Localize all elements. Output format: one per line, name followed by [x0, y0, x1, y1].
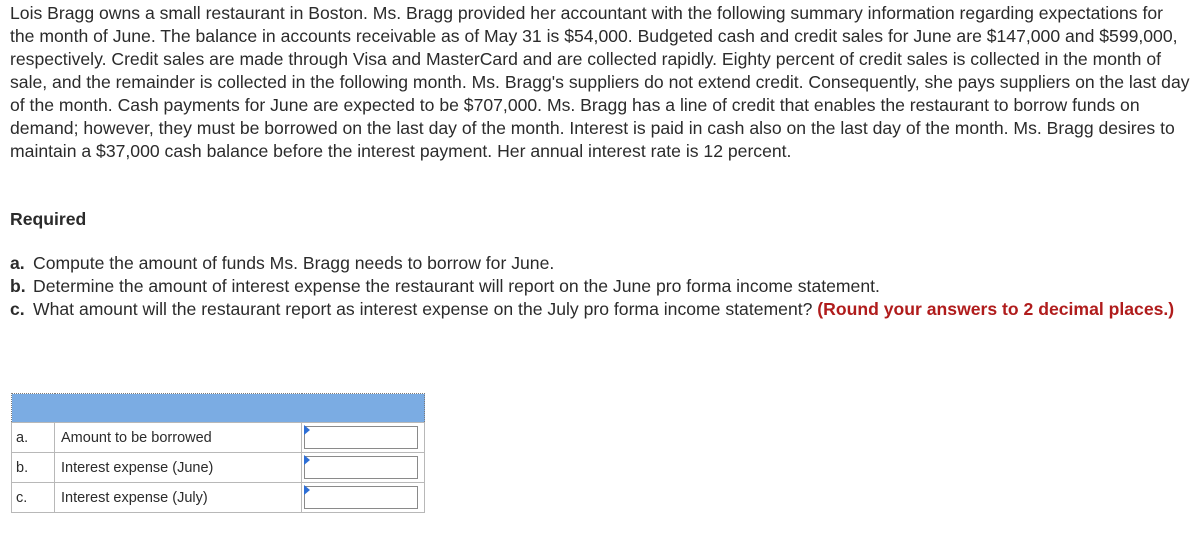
question-a — [10, 252, 1192, 275]
question-text: Compute the amount of funds Ms. Bragg needs to borrow for June. — [33, 253, 555, 273]
row-letter: b. — [12, 453, 55, 483]
question-text: Determine the amount of interest expense the restaurant will report on the June pro forma income statement. — [33, 276, 880, 296]
input-marker-icon — [304, 425, 310, 435]
row-label: Amount to be borrowed — [55, 423, 302, 453]
question-b — [10, 275, 1192, 298]
question-letter: b. — [10, 276, 26, 296]
answer-table-header-cell — [12, 394, 425, 423]
input-marker-icon — [304, 485, 310, 495]
required-heading: Required — [10, 209, 87, 229]
input-marker-icon — [304, 455, 310, 465]
answer-cell — [302, 483, 425, 513]
rounding-instruction: (Round your answers to 2 decimal places.) — [817, 299, 1175, 319]
row-letter: a. — [12, 423, 55, 453]
interest-june-input[interactable] — [304, 456, 418, 479]
question-text-wrapper — [33, 298, 1192, 321]
answer-table — [11, 393, 425, 513]
question-list — [10, 252, 1192, 321]
question-letter: c. — [10, 299, 25, 319]
problem-paragraph: Lois Bragg owns a small restaurant in Boston. Ms. Bragg provided her accountant with the following summary information regarding expectations for the month of June. The balance in accounts receivable as of May 31 is $54,000. Budgeted cash and credit sales for June are $147,000 and $599,000, respectively. Credit sales are made through Visa and MasterCard and are collected rapidly. Eighty percent of credit sales is collected in the month of sale, and the remainder is collected in the following month. Ms. Bragg's suppliers do not extend credit. Consequently, she pays suppliers on the last day of the month. Cash payments for June are expected to be $707,000. Ms. Bragg has a line of credit that enables the restaurant to borrow funds on demand; however, they must be borrowed on the last day of the month. Interest is paid in cash also on the last day of the month. Ms. Bragg desires to maintain a $37,000 cash balance before the interest payment. Her annual interest rate is 12 percent. — [10, 3, 1190, 161]
answer-cell — [302, 453, 425, 483]
row-label: Interest expense (July) — [55, 483, 302, 513]
row-letter: c. — [12, 483, 55, 513]
row-label: Interest expense (June) — [55, 453, 302, 483]
answer-table-header — [12, 394, 425, 423]
interest-july-input[interactable] — [304, 486, 418, 509]
amount-borrowed-input[interactable] — [304, 426, 418, 449]
question-text: What amount will the restaurant report as interest expense on the July pro forma income statement? — [33, 299, 813, 319]
table-row — [12, 483, 425, 513]
question-c — [10, 298, 1192, 321]
question-letter: a. — [10, 253, 25, 273]
table-row — [12, 423, 425, 453]
table-row — [12, 453, 425, 483]
answer-cell — [302, 423, 425, 453]
